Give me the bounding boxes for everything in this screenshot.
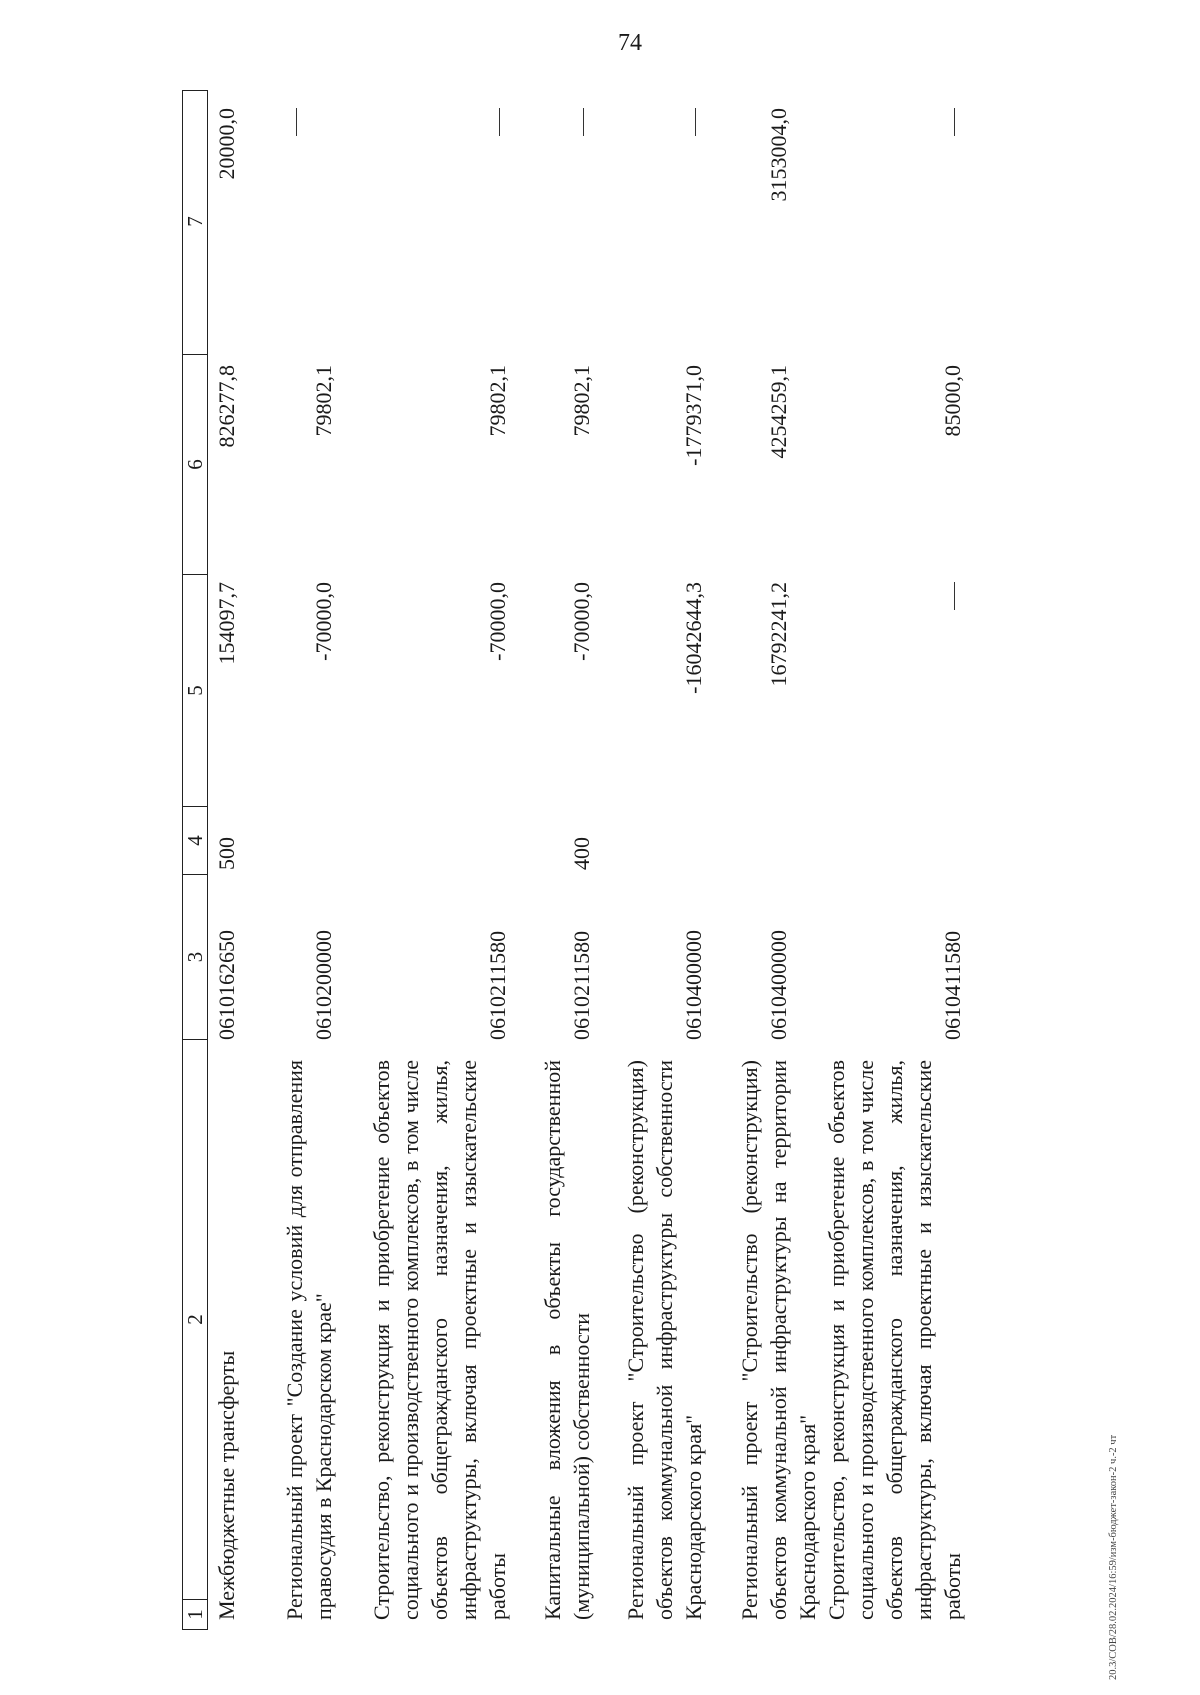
row-value-col5: -16042644,3 (681, 582, 706, 694)
row-value-col5 (938, 582, 967, 772)
row-value-col7: 3153004,0 (766, 108, 791, 202)
budget-table (172, 80, 1072, 1630)
row-kind: 500 (214, 837, 239, 870)
dash-placeholder (583, 108, 584, 136)
row-value-col6: -1779371,0 (681, 365, 706, 466)
row-value-col7 (483, 108, 512, 330)
row-value-col6: 826277,8 (214, 365, 239, 448)
row-description: Капитальные вложения в объекты государственной (муниципальной) собственности (540, 1060, 594, 1620)
row-code: 0610411580 (940, 930, 965, 1040)
row-value-col6: 4254259,1 (766, 365, 791, 459)
row-value-col5: -70000,0 (485, 582, 510, 661)
header-col-5: 5 (183, 574, 207, 806)
row-value-col5: 16792241,2 (766, 582, 791, 687)
dash-placeholder (296, 108, 297, 136)
row-description: Региональный проект "Создание условий для отправления правосудия в Краснодарском крае" (282, 1060, 336, 1620)
dash-placeholder (499, 108, 500, 136)
row-code: 0610162650 (214, 930, 239, 1040)
row-kind: 400 (569, 837, 594, 870)
row-code: 0610211580 (485, 930, 510, 1040)
row-description: Строительство, реконструкция и приобретение объектов социального и производственного комплексов, в том числе объектов общегражданского назначения, жилья, инфраструктуры, включая проектные и изыскательские работы (369, 1060, 510, 1620)
row-value-col5: -70000,0 (311, 582, 336, 661)
row-value-col6: 79802,1 (485, 365, 510, 437)
page-number: 74 (618, 30, 642, 56)
row-value-col7 (938, 108, 967, 330)
row-value-col7: 20000,0 (214, 108, 239, 180)
row-code: 0610211580 (569, 930, 594, 1040)
footer-document-code: 20.3/СОВ/28.02.2024/16:59/изм-бюджет-закон-2 ч.-2 чт (1108, 1434, 1119, 1680)
dash-placeholder (954, 582, 955, 610)
row-value-col6: 79802,1 (311, 365, 336, 437)
row-code: 0610400000 (681, 930, 706, 1040)
row-value-col7 (567, 108, 596, 330)
row-description: Строительство, реконструкция и приобретение объектов социального и производственного комплексов, в том числе объектов общегражданского назначения, жилья, инфраструктуры, включая проектные и изыскательские работы (824, 1060, 965, 1620)
row-value-col5: 154097,7 (214, 582, 239, 665)
header-col-1: 1 (183, 1599, 207, 1629)
table-header-row (182, 90, 208, 1630)
row-description: Межбюджетные трансферты (214, 1350, 239, 1620)
header-col-4: 4 (183, 806, 207, 874)
dash-placeholder (695, 108, 696, 136)
row-value-col6: 85000,0 (940, 365, 965, 437)
header-col-2: 2 (183, 1039, 207, 1599)
dash-placeholder (954, 108, 955, 136)
row-value-col5: -70000,0 (569, 582, 594, 661)
header-col-6: 6 (183, 354, 207, 574)
header-col-3: 3 (183, 874, 207, 1039)
row-description: Региональный проект "Строительство (реконструкция) объектов коммунальной инфраструктуры собственности Краснодарского края" (623, 1060, 706, 1620)
row-code: 0610200000 (311, 930, 336, 1040)
header-col-7: 7 (183, 216, 207, 227)
row-code: 0610400000 (766, 930, 791, 1040)
row-value-col6: 79802,1 (569, 365, 594, 437)
row-description: Региональный проект "Строительство (реконструкция) объектов коммунальной инфраструктуры на территории Краснодарского края" (737, 1060, 820, 1620)
row-value-col7 (679, 108, 708, 330)
row-value-col7 (280, 108, 309, 330)
